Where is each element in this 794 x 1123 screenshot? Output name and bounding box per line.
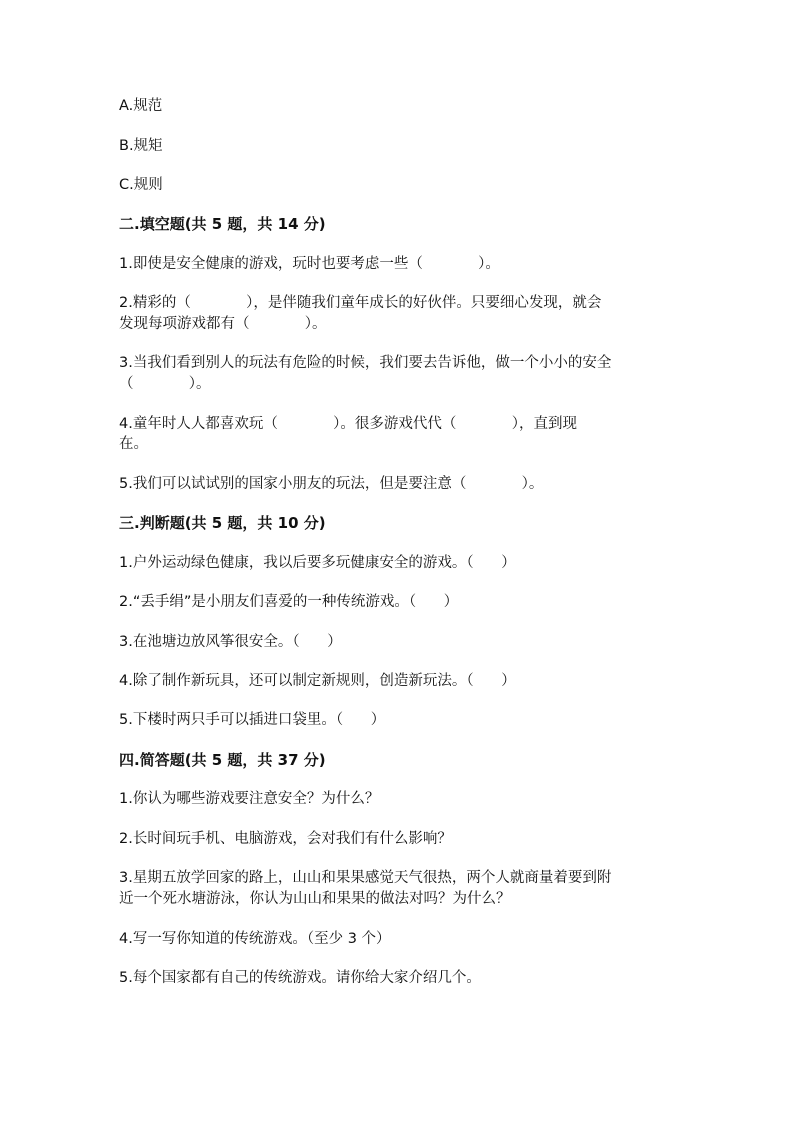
option-c: C.规则 — [119, 177, 163, 193]
question-text: 3.当我们看到别人的玩法有危险的时候，我们要去告诉他，做一个小小的安全 — [119, 355, 612, 371]
section-heading-true-false: 三.判断题(共 5 题，共 10 分) — [119, 514, 326, 532]
question-text: （ ）。 — [119, 376, 211, 392]
question-text: 5.下楼时两只手可以插进口袋里。（ ） — [119, 712, 386, 728]
question-text: 1.户外运动绿色健康，我以后要多玩健康安全的游戏。（ ） — [119, 555, 516, 571]
question-text: 3.星期五放学回家的路上，山山和果果感觉天气很热，两个人就商量着要到附 — [119, 870, 612, 886]
question-text: 1.你认为哪些游戏要注意安全？为什么？ — [119, 791, 380, 807]
section-heading-short-answer: 四.简答题(共 5 题，共 37 分) — [119, 751, 326, 769]
question-text: 2.精彩的（ ），是伴随我们童年成长的好伙伴。只要细心发现，就会 — [119, 295, 602, 311]
question-text: 3.在池塘边放风筝很安全。（ ） — [119, 634, 342, 650]
question-text: 近一个死水塘游泳，你认为山山和果果的做法对吗？为什么？ — [119, 891, 511, 907]
question-text: 发现每项游戏都有（ ）。 — [119, 316, 327, 332]
question-text: 2.长时间玩手机、电脑游戏，会对我们有什么影响？ — [119, 831, 452, 847]
section-heading-fill-blank: 二.填空题(共 5 题，共 14 分) — [119, 215, 326, 233]
question-text: 在。 — [119, 436, 148, 452]
question-text: 4.童年时人人都喜欢玩（ ）。很多游戏代代（ ），直到现 — [119, 416, 577, 432]
option-a: A.规范 — [119, 98, 163, 114]
question-text: 4.除了制作新玩具，还可以制定新规则，创造新玩法。（ ） — [119, 673, 516, 689]
question-text: 2.“丢手绢”是小朋友们喜爱的一种传统游戏。（ ） — [119, 594, 459, 610]
question-text: 4.写一写你知道的传统游戏。（至少 3 个） — [119, 931, 391, 947]
question-text: 1.即使是安全健康的游戏，玩时也要考虑一些（ ）。 — [119, 256, 500, 272]
option-b: B.规矩 — [119, 138, 163, 154]
question-text: 5.我们可以试试别的国家小朋友的玩法，但是要注意（ ）。 — [119, 476, 544, 492]
question-text: 5.每个国家都有自己的传统游戏。请你给大家介绍几个。 — [119, 970, 481, 986]
